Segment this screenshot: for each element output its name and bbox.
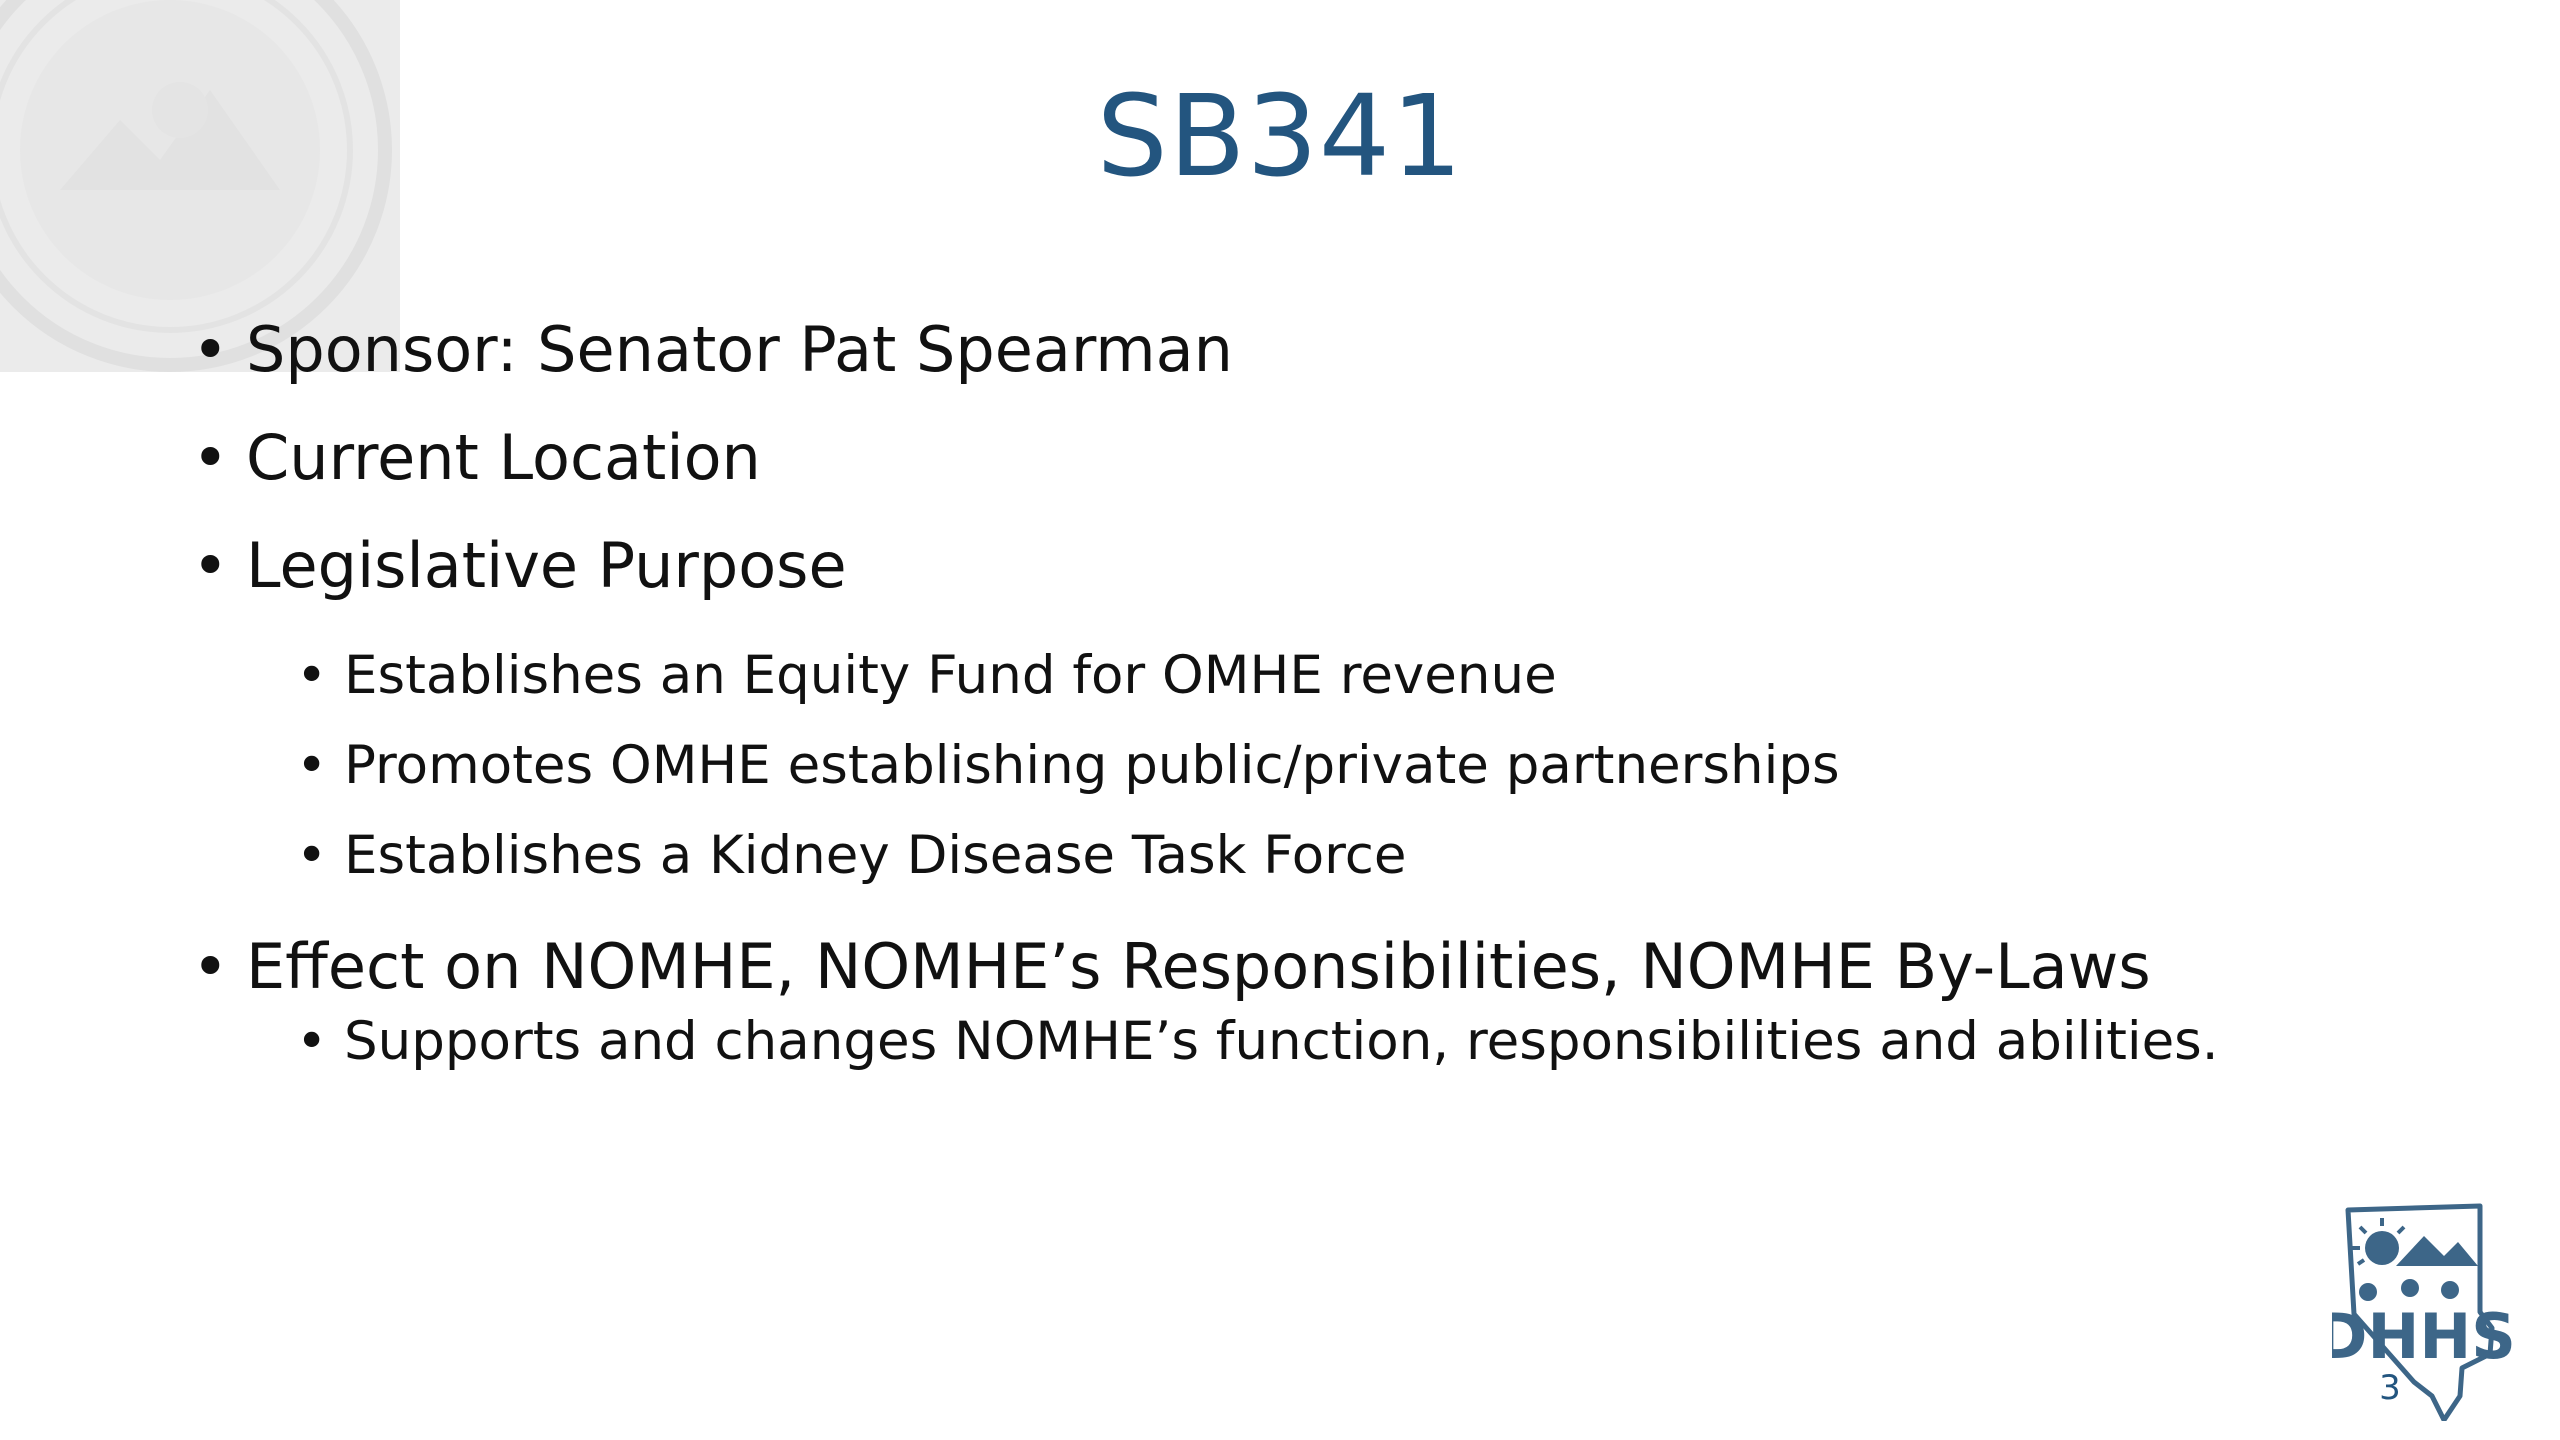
dhhs-nevada-logo-icon <box>2332 1196 2512 1421</box>
bullet-current-location: • Current Location <box>192 418 2342 498</box>
bullet-effect-on-nomhe: • Effect on NOMHE, NOMHE’s Responsibilities, NOMHE By-Laws <box>192 927 2342 1007</box>
sub-bullet-equity-fund: • Establishes an Equity Fund for OMHE revenue <box>192 641 2342 711</box>
sub-bullet-partnerships: • Promotes OMHE establishing public/private partnerships <box>192 731 2342 801</box>
sub-bullet-nomhe-function: • Supports and changes NOMHE’s function, responsibilities and abilities. <box>192 1007 2342 1077</box>
bullet-sponsor: • Sponsor: Senator Pat Spearman <box>192 310 2342 390</box>
page-number: 3 <box>2379 1368 2401 1408</box>
logo-text: DHHS <box>2332 1300 2512 1373</box>
bullet-legislative-purpose: • Legislative Purpose <box>192 526 2342 606</box>
slide-title: SB341 <box>1096 72 1464 202</box>
bullet-list <box>192 310 2342 1077</box>
sub-bullet-kidney-task-force: • Establishes a Kidney Disease Task Force <box>192 821 2342 891</box>
